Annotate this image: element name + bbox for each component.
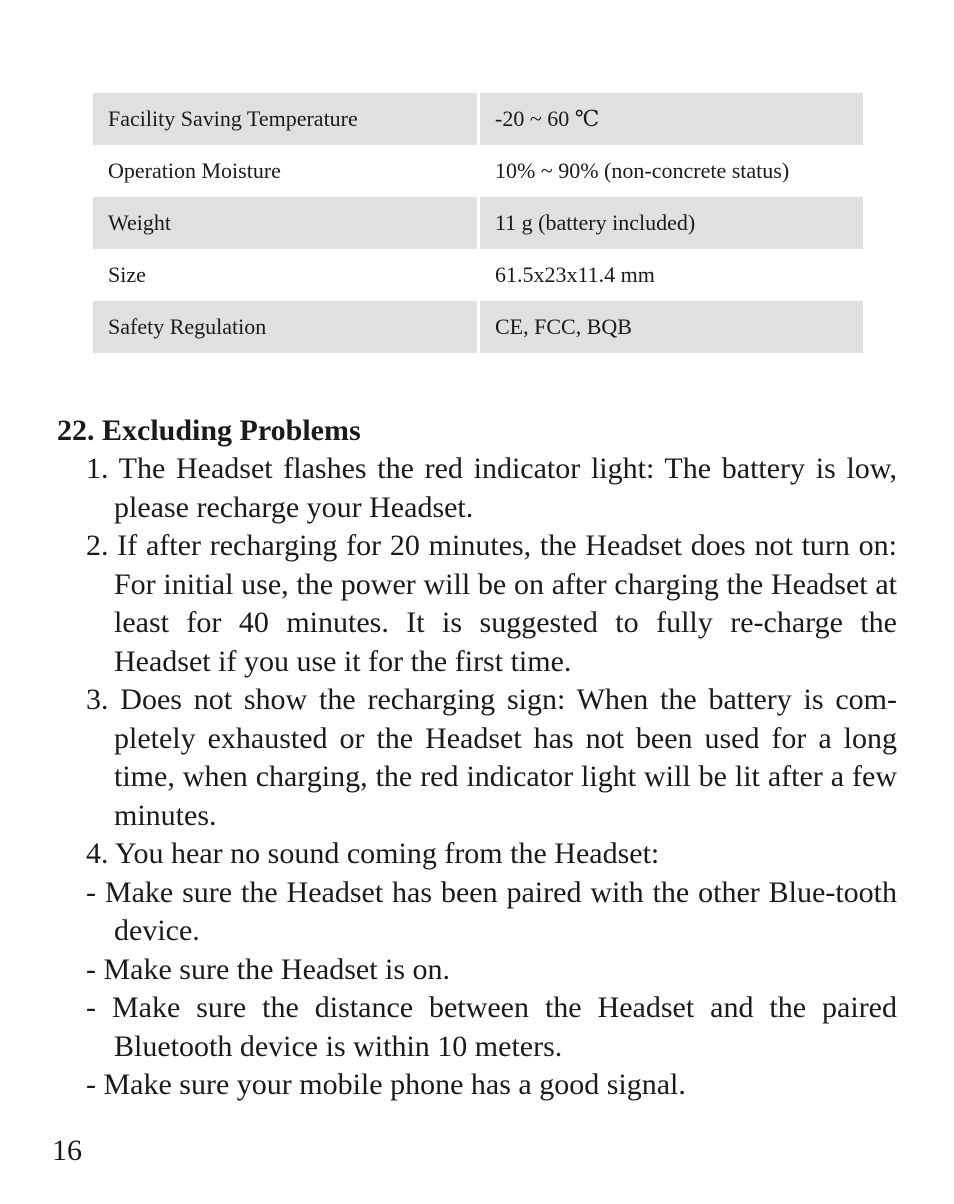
troubleshooting-list — [86, 450, 897, 1105]
spec-value: CE, FCC, BQB — [477, 301, 863, 353]
table-row — [93, 145, 863, 197]
spec-label: Operation Moisture — [108, 158, 281, 183]
specifications-table — [93, 93, 863, 353]
spec-label: Weight — [93, 197, 477, 249]
spec-label: Size — [108, 262, 146, 287]
spec-label: Facility Saving Temperature — [93, 93, 477, 145]
table-row — [93, 93, 863, 145]
list-item: 3. Does not show the recharging sign: When the battery is com-pletely exhausted or the Headset has not been used for a long time, when charging, the red indicator light will be lit after a few minutes. — [86, 683, 897, 832]
list-item: 4. You hear no sound coming from the Headset: — [86, 837, 660, 870]
table-row — [93, 197, 863, 249]
spec-value: 11 g (battery included) — [477, 197, 863, 249]
list-item: 1. The Headset flashes the red indicator light: The battery is low, please recharge your Headset. — [86, 452, 897, 524]
spec-value: 61.5x23x11.4 mm — [477, 249, 863, 301]
spec-value: -20 ~ 60 ℃ — [477, 93, 863, 145]
table-row — [93, 249, 863, 301]
list-item: - Make sure the distance between the Headset and the paired Bluetooth device is within 10 meters. — [86, 991, 897, 1063]
list-item: 2. If after recharging for 20 minutes, the Headset does not turn on: For initial use, the power will be on after charging the Headset at least for 40 minutes. It is suggested to fully re-charge the Headset if you use it for the first time. — [86, 529, 897, 678]
spec-label: Safety Regulation — [93, 301, 477, 353]
spec-value: 10% ~ 90% (non-concrete status) — [477, 145, 863, 197]
list-item: - Make sure your mobile phone has a good signal. — [86, 1068, 686, 1101]
section-heading: 22. Excluding Problems — [57, 414, 361, 447]
table-row — [93, 301, 863, 353]
page-number: 16 — [52, 1134, 82, 1167]
list-item: - Make sure the Headset is on. — [86, 952, 451, 986]
list-item: - Make sure the Headset has been paired with the other Blue-tooth device. — [86, 875, 897, 947]
